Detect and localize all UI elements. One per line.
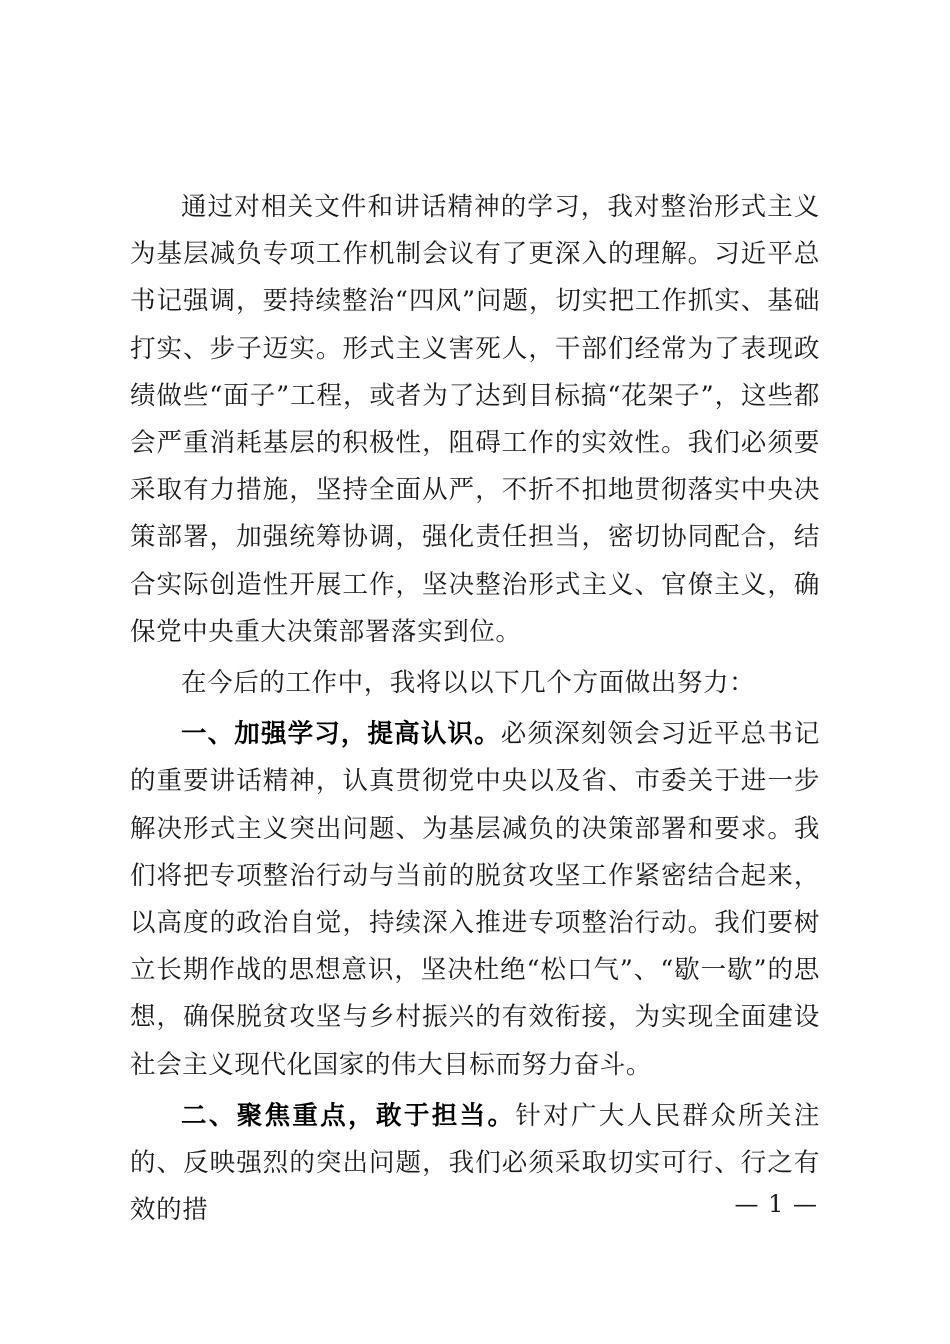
point-one-heading: 一、加强学习，提高认识。: [181, 719, 501, 750]
paragraph-point-two: [130, 1093, 820, 1235]
document-body: [130, 184, 820, 1234]
paragraph-intro-text: 通过对相关文件和讲话精神的学习，我对整治形式主义为基层减负专项工作机制会议有了更深入的理解。习近平总书记强调，要持续整治“四风”问题，切实把工作抓实、基础打实、步子迈实。形式主义害死人，干部们经常为了表现政绩做些“面子”工程，或者为了达到目标搞“花架子”，这些都会严重消耗基层的积极性，阻碍工作的实效性。我们必须要采取有力措施，坚持全面从严，不折不扣地贯彻落实中央决策部署，加强统筹协调，强化责任担当，密切协同配合，结合实际创造性开展工作，坚决整治形式主义、官僚主义，确保党中央重大决策部署落实到位。: [130, 192, 820, 647]
point-one-text: 必须深刻领会习近平总书记的重要讲话精神，认真贯彻党中央以及省、市委关于进一步解决形式主义突出问题、为基层减负的决策部署和要求。我们将把专项整治行动与当前的脱贫攻坚工作紧密结合起来，以高度的政治自觉，持续深入推进专项整治行动。我们要树立长期作战的思想意识，坚决杜绝“松口气”、“歇一歇”的思想，确保脱贫攻坚与乡村振兴的有效衔接，为实现全面建设社会主义现代化国家的伟大目标而努力奋斗。: [130, 719, 821, 1080]
point-two-text: 针对广大人民群众所关注的、反映强烈的突出问题，我们必须采取切实可行、行之有效的措: [130, 1100, 820, 1226]
point-two-heading: 二、聚焦重点，敢于担当。: [181, 1100, 516, 1131]
paragraph-outline-text: 在今后的工作中，我将以以下几个方面做出努力：: [181, 668, 756, 699]
paragraph-point-one: [130, 711, 820, 1089]
paragraph-outline: [130, 660, 820, 707]
paragraph-intro: [130, 184, 820, 656]
page-number: — 1 —: [734, 1190, 818, 1218]
